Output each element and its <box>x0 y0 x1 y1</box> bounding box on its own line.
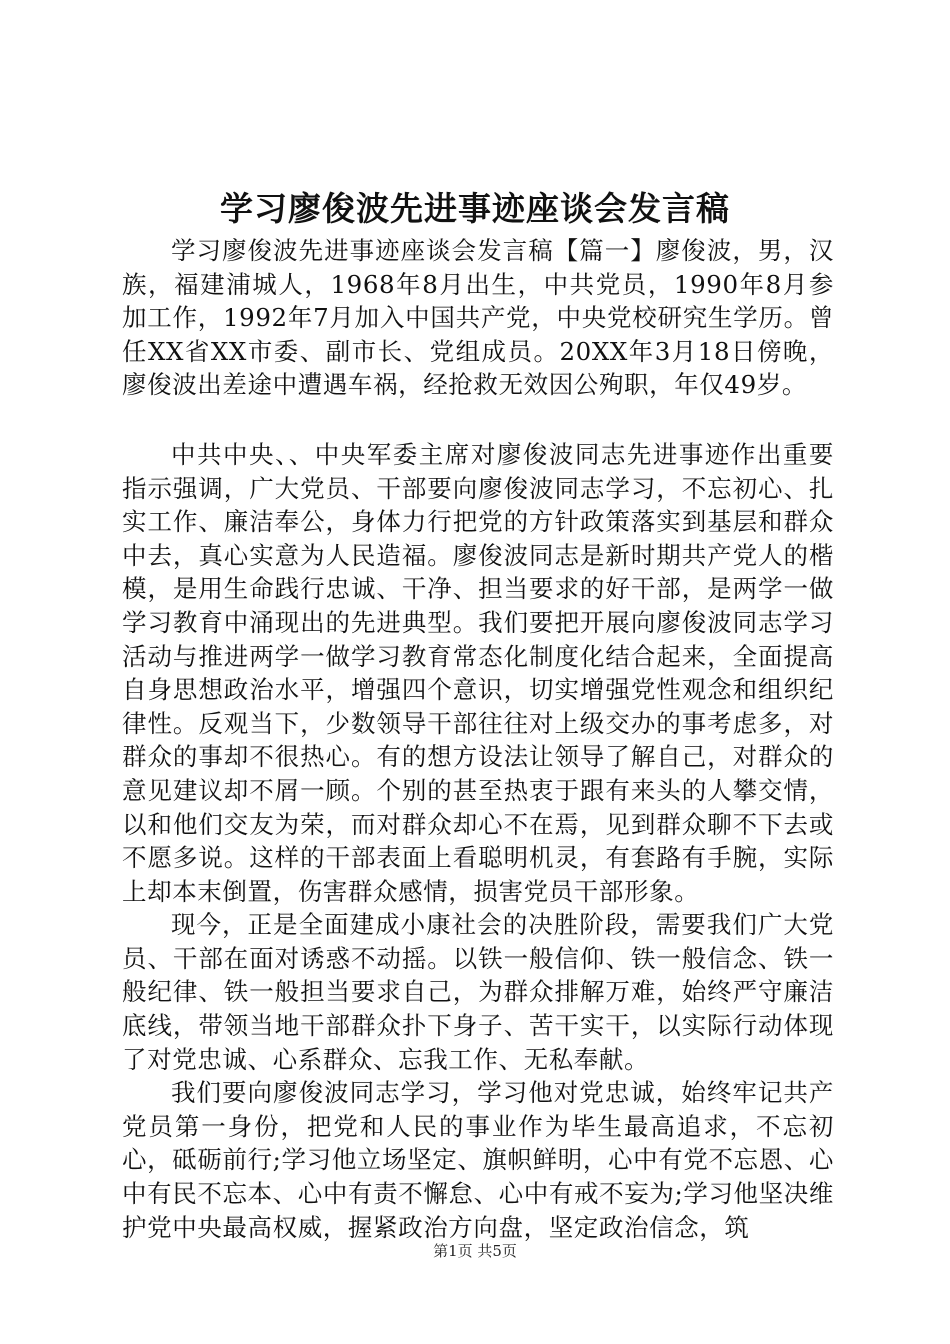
paragraph-2: 中共中央、、中央军委主席对廖俊波同志先进事迹作出重要指示强调，广大党员、干部要向廖俊波同志学习，不忘初心、扎实工作、廉洁奉公，身体力行把党的方针政策落实到基层和群众中去，真心实意为人民造福。廖俊波同志是新时期共产党人的楷模，是用生命践行忠诚、干净、担当要求的好干部，是两学一做学习教育中涌现出的先进典型。我们要把开展向廖俊波同志学习活动与推进两学一做学习教育常态化制度化结合起来，全面提高自身思想政治水平，增强四个意识，切实增强党性观念和组织纪律性。反观当下，少数领导干部往往对上级交办的事考虑多，对群众的事却不很热心。有的想方设法让领导了解自己，对群众的意见建议却不屑一顾。个别的甚至热衷于跟有来头的人攀交情，以和他们交友为荣，而对群众却心不在焉，见到群众聊不下去或不愿多说。这样的干部表面上看聪明机灵，有套路有手腕，实际上却本末倒置，伤害群众感情，损害党员干部形象。 <box>122 439 834 906</box>
paragraph-4: 我们要向廖俊波同志学习，学习他对党忠诚，始终牢记共产党员第一身份，把党和人民的事业作为毕生最高追求，不忘初心，砥砺前行;学习他立场坚定、旗帜鲜明，心中有党不忘恩、心中有民不忘本、心中有责不懈怠、心中有戒不妄为;学习他坚决维护党中央最高权威，握紧政治方向盘，坚定政治信念，筑 <box>122 1078 834 1242</box>
paragraph-1: 学习廖俊波先进事迹座谈会发言稿【篇一】廖俊波，男，汉族，福建浦城人，1968年8月出生，中共党员，1990年8月参加工作，1992年7月加入中国共产党，中央党校研究生学历。曾任XX省XX市委、副市长、党组成员。20XX年3月18日傍晚，廖俊波出差途中遭遇车祸，经抢救无效因公殉职，年仅49岁。 <box>122 236 834 400</box>
document-title: 学习廖俊波先进事迹座谈会发言稿 <box>220 189 730 228</box>
page-footer: 第1页 共5页 <box>433 1242 517 1260</box>
paragraph-3: 现今，正是全面建成小康社会的决胜阶段，需要我们广大党员、干部在面对诱惑不动摇。以铁一般信仰、铁一般信念、铁一般纪律、铁一般担当要求自己，为群众排解万难，始终严守廉洁底线，带领当地干部群众扑下身子、苦干实干，以实际行动体现了对党忠诚、心系群众、忘我工作、无私奉献。 <box>122 910 834 1074</box>
document-body <box>122 234 834 1244</box>
paragraph-spacer <box>122 402 834 438</box>
